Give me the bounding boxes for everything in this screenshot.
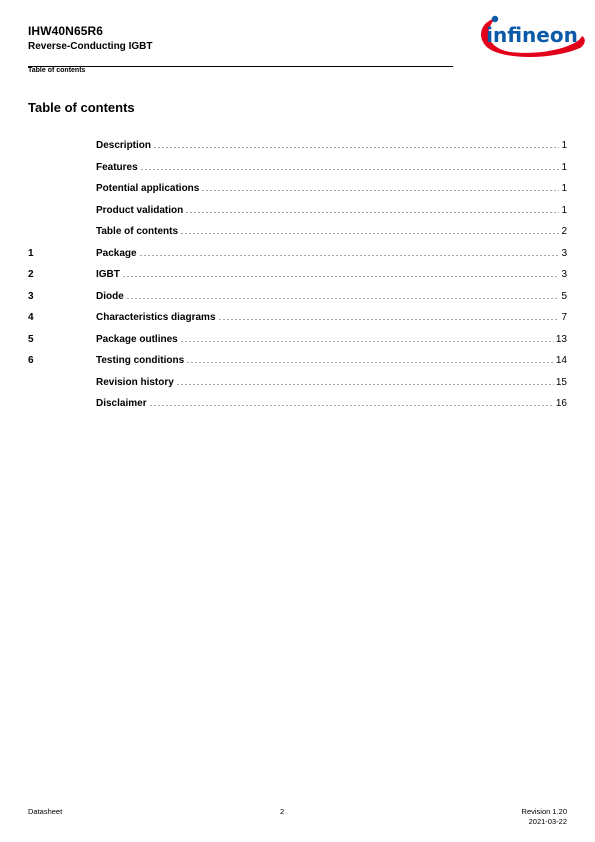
toc-entry[interactable] [28, 265, 567, 283]
toc-entry-page[interactable]: 1 [561, 140, 567, 151]
footer-revision-block [522, 807, 567, 827]
toc-entry-page[interactable]: 3 [561, 247, 567, 259]
toc-entry-title[interactable]: Revision history [96, 376, 174, 388]
toc-entry-title[interactable]: Testing conditions [96, 355, 185, 366]
part-number: IHW40N65R6 [28, 24, 104, 38]
toc-entry-line [96, 291, 567, 302]
toc-entry[interactable] [28, 394, 567, 412]
toc-entry-line [96, 248, 567, 259]
footer-revision: Revision 1.20 [521, 807, 567, 816]
toc-entry[interactable] [28, 287, 567, 305]
toc-entry[interactable] [28, 308, 567, 326]
product-type: Reverse-Conducting IGBT [28, 41, 153, 52]
toc-entry-title[interactable]: Characteristics diagrams [96, 312, 216, 323]
toc-entry-number: 6 [28, 355, 34, 366]
toc-leader-dots [122, 276, 560, 277]
toc-entry-line [96, 162, 567, 173]
toc-entry-page[interactable]: 5 [561, 290, 567, 302]
toc-entry-title[interactable]: Package outlines [96, 333, 178, 345]
toc-entry-title[interactable]: Package [96, 247, 137, 259]
toc-leader-dots [149, 405, 554, 406]
footer-doc-type: Datasheet [28, 807, 63, 816]
toc-leader-dots [140, 169, 560, 170]
toc-entry-number: 4 [28, 312, 34, 323]
toc-entry-page[interactable]: 15 [555, 376, 567, 388]
toc-entry-page[interactable]: 2 [561, 226, 567, 237]
toc-entry-line [96, 312, 567, 323]
toc-leader-dots [180, 341, 554, 342]
toc-entry-page[interactable]: 1 [561, 161, 567, 173]
toc-entry-number: 1 [28, 247, 34, 259]
toc-leader-dots [180, 233, 559, 234]
page-title: Table of contents [28, 100, 135, 115]
toc-entry-title[interactable]: IGBT [96, 269, 120, 280]
toc-entry-page[interactable]: 14 [555, 355, 567, 366]
toc-entry-number: 2 [28, 269, 34, 280]
toc-entry-title[interactable]: Potential applications [96, 183, 200, 194]
toc-leader-dots [139, 255, 560, 256]
toc-entry-number: 3 [28, 290, 34, 302]
toc-entry-page[interactable]: 3 [561, 269, 567, 280]
footer-date: 2021-03-22 [528, 817, 567, 826]
toc-entry[interactable] [28, 201, 567, 219]
toc-entry[interactable] [28, 136, 567, 154]
toc-entry-page[interactable]: 7 [561, 312, 567, 323]
toc-entry[interactable] [28, 158, 567, 176]
header-divider [28, 66, 453, 67]
header-section-label: Table of contents [28, 67, 86, 74]
toc-entry-title[interactable]: Table of contents [96, 226, 179, 237]
infineon-logo [474, 10, 588, 62]
toc-entry-line [96, 398, 567, 409]
logo-wordmark: infineon [486, 23, 578, 47]
toc-leader-dots [126, 298, 560, 299]
toc-leader-dots [153, 147, 559, 148]
footer-page-number: 2 [280, 807, 285, 816]
toc-entry-page[interactable]: 1 [561, 183, 567, 194]
toc-entry-line [96, 183, 567, 194]
toc-entry-page[interactable]: 16 [555, 398, 567, 409]
toc-entry[interactable] [28, 222, 567, 240]
toc-entry-line [96, 269, 567, 280]
toc-entry-line [96, 377, 567, 388]
toc-entry[interactable] [28, 373, 567, 391]
toc-entry-title[interactable]: Product validation [96, 204, 184, 216]
toc-entry-line [96, 140, 567, 151]
toc-entry[interactable] [28, 330, 567, 348]
toc-leader-dots [218, 319, 560, 320]
toc-entry-page[interactable]: 13 [555, 333, 567, 345]
toc-entry-line [96, 205, 567, 216]
toc-entry-number: 5 [28, 333, 34, 345]
toc-entry-line [96, 334, 567, 345]
toc-entry-title[interactable]: Features [96, 161, 138, 173]
toc-entry[interactable] [28, 179, 567, 197]
toc-entry-title[interactable]: Disclaimer [96, 398, 147, 409]
toc-entry[interactable] [28, 244, 567, 262]
toc-leader-dots [176, 384, 554, 385]
toc-entry-page[interactable]: 1 [561, 204, 567, 216]
toc-entry-title[interactable]: Description [96, 140, 152, 151]
toc-leader-dots [201, 190, 559, 191]
toc-leader-dots [185, 212, 559, 213]
toc-entry-line [96, 226, 567, 237]
toc-entry-line [96, 355, 567, 366]
toc-entry[interactable] [28, 351, 567, 369]
toc-leader-dots [186, 362, 554, 363]
toc-entry-title[interactable]: Diode [96, 290, 124, 302]
